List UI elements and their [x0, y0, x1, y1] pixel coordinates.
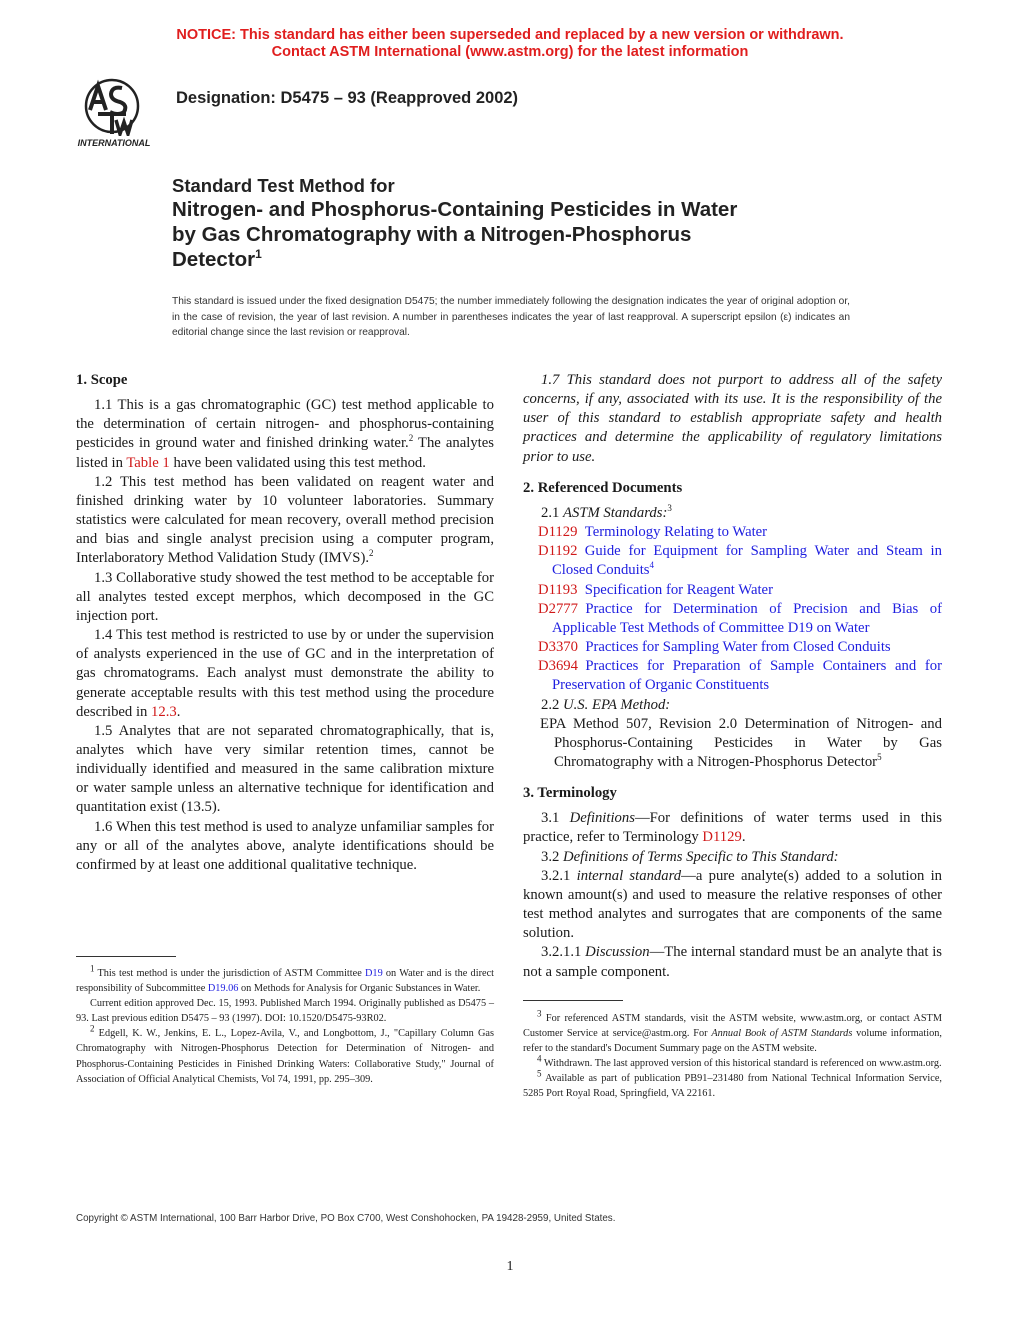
epa-method-heading: 2.2 U.S. EPA Method:: [541, 696, 671, 713]
reference-item-d1192[interactable]: [523, 542, 942, 580]
reference-title[interactable]: Practices for Sampling Water from Closed Conduits: [585, 639, 891, 656]
footnotes-right: [523, 1008, 942, 1102]
title-line-4-text: Detector: [172, 248, 256, 271]
section-12-3-link[interactable]: 12.3: [151, 703, 177, 720]
reference-item-d1129[interactable]: [523, 523, 942, 542]
scope-1-5: 1.5 Analytes that are not separated chromatographically, that is, analytes which have very similar retention times, cannot be individually identified and measured in the same calibration mixture or water sample unless an alternative technique for identification and quantitation exist (13.5).: [76, 722, 494, 816]
scope-1-3: 1.3 Collaborative study showed the test method to be acceptable for all analytes tested except merphos, which decomposed in the GC injection port.: [76, 569, 494, 624]
reference-item-d3370[interactable]: [523, 638, 942, 657]
reference-list: [523, 523, 942, 695]
withdrawal-notice: [0, 27, 1020, 61]
copyright: Copyright © ASTM International, 100 Barr Harbor Drive, PO Box C700, West Conshohocken, PA 19428-2959, United States.: [76, 1213, 616, 1224]
epa-method-item: EPA Method 507, Revision 2.0 Determination of Nitrogen- and Phosphorus-Containing Pesticides in Water by Gas Chromatography with a Nitrogen-Phosphorus Detector$^5$: [540, 715, 942, 770]
title-line-4: [172, 247, 872, 272]
scope-1-7: 1.7 This standard does not purport to address all of the safety concerns, if any, associated with its use. It is the responsibility of the user of this standard to establish appropriate safety and health practices and determine the applicability of regulatory limitations prior to use.: [523, 372, 942, 465]
astm-standards-heading: 2.1 ASTM Standards:$^3$: [541, 503, 672, 521]
notice-line-2: Contact ASTM International (www.astm.org) for the latest information: [271, 44, 749, 60]
terminology-3-2-1: 3.2.1 internal standard—a pure analyte(s) added to a solution in known amount(s) and used to measure the relative responses of other test method analytes and surrogates that are components of the same solution.: [523, 867, 942, 942]
d19-06-link[interactable]: D19.06: [207, 983, 239, 995]
reference-code[interactable]: D3370: [538, 639, 578, 656]
astm-logo-icon: [64, 72, 164, 152]
reference-code[interactable]: D1192: [538, 543, 578, 560]
footnote-2: $^2$ Edgell, K. W., Jenkins, E. L., Lopez-Avila, V., and Longbottom, J., "Capillary Column Gas Chromatography with Nitrogen-Phosphorus Detection for Determination of Nitrogen- and Phosphorus-Containing Pesticides in Finished Drinking Waters: Collaborative Study," Journal of Association of Official Analytical Chemists, Vol 74, 1991, pp. 295–309.: [76, 1023, 494, 1085]
issued-note: This standard is issued under the fixed designation D5475; the number immediately following the designation indicates the year of original adoption or, in the case of revision, the year of last revision. A number in parentheses indicates the year of last reapproval. A superscript epsilon (ε) indicates an editorial change since the last revision or reapproval.: [172, 296, 850, 338]
referenced-heading: 2. Referenced Documents: [523, 479, 683, 496]
title-line-1: Standard Test Method for: [172, 175, 395, 196]
terminology-3-1: 3.1 Definitions—For definitions of water terms used in this practice, refer to Terminology D1129.: [523, 810, 943, 846]
footnote-1-current-edition: Current edition approved Dec. 15, 1993. Published March 1994. Originally published as D5475 – 93. Last previous edition D5475 – 93 (1997). DOI: 10.1520/D5475-93R02.: [76, 998, 494, 1025]
notice-line-1: NOTICE: This standard has either been superseded and replaced by a new version or withdrawn.: [176, 27, 844, 43]
page-number: 1: [506, 1259, 514, 1274]
scope-heading: 1. Scope: [76, 372, 128, 388]
d19-link[interactable]: D19: [364, 968, 383, 979]
title-line-3: by Gas Chromatography with a Nitrogen-Phosphorus: [172, 223, 692, 246]
scope-1-6: 1.6 When this test method is used to analyze unfamiliar samples for any or all of the analytes above, analyte identifications should be confirmed by at least one additional qualitative technique.: [76, 818, 494, 873]
terminology-3-2-1-1: 3.2.1.1 Discussion—The internal standard must be an analyte that is not a sample component.: [523, 944, 943, 980]
reference-footnote-ref: 4: [649, 560, 655, 571]
reference-item-d3694[interactable]: [523, 657, 942, 695]
table-1-link[interactable]: Table 1: [126, 454, 170, 471]
designation: Designation: D5475 – 93 (Reapproved 2002): [176, 89, 519, 107]
footnote-rule-left: [76, 956, 176, 957]
terminology-3-2: 3.2 Definitions of Terms Specific to This Standard:: [541, 848, 839, 865]
reference-item-d2777[interactable]: [523, 600, 942, 638]
d1129-link[interactable]: D1129: [702, 829, 742, 846]
terminology-heading: 3. Terminology: [523, 785, 617, 802]
scope-1-1: 1.1 This is a gas chromatographic (GC) test method applicable to the determination of certain nitrogen- and phosphorus-containing pesticides in ground water and finished drinking water.$^2$ The analytes listed in Table 1 have been validated using this test method.: [76, 397, 494, 471]
footnote-rule-right: [523, 1000, 623, 1001]
footnote-4: $^4$ Withdrawn. The last approved version of this historical standard is referenced on www.astm.org.: [537, 1053, 942, 1070]
right-column: [523, 371, 942, 982]
title-line-2: Nitrogen- and Phosphorus-Containing Pesticides in Water: [172, 198, 738, 221]
reference-item-d1193[interactable]: [523, 581, 942, 600]
footnote-1: $^1$ This test method is under the jurisdiction of ASTM Committee D19 on Water and is the direct responsibility of Subcommittee D19.06 on Methods for Analysis for Organic Substances in Water.: [76, 963, 494, 995]
reference-title[interactable]: Practices for Preparation of Sample Containers and for Preservation of Organic Constituents: [552, 658, 942, 694]
footnote-5: $^5$ Available as part of publication PB91–231480 from National Technical Information Service, 5285 Port Royal Road, Springfield, VA 22161.: [523, 1068, 942, 1100]
reference-code[interactable]: D1193: [538, 581, 578, 598]
title-footnote-ref: 1: [255, 247, 262, 262]
reference-title[interactable]: Specification for Reagent Water: [584, 581, 773, 598]
reference-code[interactable]: D2777: [538, 600, 578, 617]
reference-title[interactable]: Practice for Determination of Precision and Bias of Applicable Test Methods of Committee D19 on Water: [552, 600, 942, 636]
reference-code[interactable]: D1129: [538, 524, 578, 541]
reference-code[interactable]: D3694: [538, 658, 578, 675]
left-column: [76, 371, 494, 875]
reference-title[interactable]: Terminology Relating to Water: [584, 524, 768, 541]
scope-1-4: 1.4 This test method is restricted to use by or under the supervision of analysts experienced in the use of GC and in the interpretation of gas chromatograms. Each analyst must demonstrate the ability to generate acceptable results with this test method using the procedure described in 12.3.: [76, 627, 494, 720]
footnotes-left: [76, 963, 494, 1087]
reference-title[interactable]: Guide for Equipment for Sampling Water and Steam in Closed Conduits: [552, 543, 942, 579]
scope-1-2: 1.2 This test method has been validated on reagent water and finished drinking water by 10 volunteer laboratories. Summary statistics were calculated for mean recovery, overall method precision and bias and single analyst precision using a computer program, Interlaboratory Method Validation Study (IMVS).$^2$: [76, 473, 494, 567]
document-title: [172, 174, 872, 272]
logo-text: INTERNATIONAL: [77, 138, 151, 148]
footnote-3: $^3$ For referenced ASTM standards, visit the ASTM website, www.astm.org, or contact ASTM Customer Service at service@astm.org. For Annual Book of ASTM Standards volume information, refer to the standard's Document Summary page on the ASTM website.: [523, 1008, 942, 1055]
